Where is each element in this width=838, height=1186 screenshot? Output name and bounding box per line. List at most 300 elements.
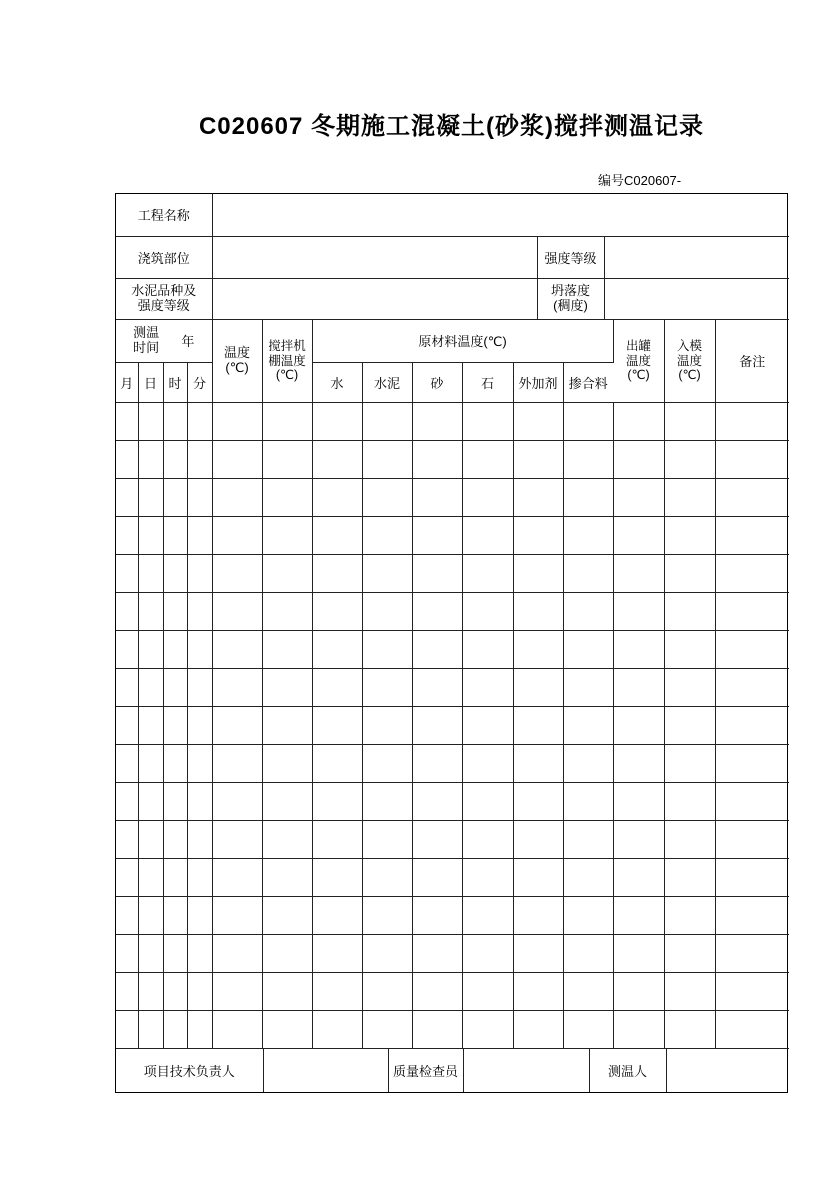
data-cell [412, 897, 462, 935]
data-cell [412, 821, 462, 859]
data-cell [312, 707, 362, 745]
data-cell [262, 707, 312, 745]
data-cell [312, 745, 362, 783]
data-cell [262, 859, 312, 897]
data-cell [116, 897, 138, 935]
data-cell [116, 441, 138, 479]
data-cell [613, 669, 664, 707]
data-cell [715, 403, 789, 441]
data-cell [715, 935, 789, 973]
data-cell [187, 821, 212, 859]
table-row [116, 403, 789, 441]
slump-label: 坍落度 (稠度) [537, 278, 604, 319]
data-cell [362, 441, 412, 479]
data-cell [613, 707, 664, 745]
data-cell [212, 403, 262, 441]
table-row [116, 821, 789, 859]
data-cell [212, 593, 262, 631]
data-cell [312, 973, 362, 1011]
data-cell [715, 1011, 789, 1049]
data-cell [187, 555, 212, 593]
table-row [116, 441, 789, 479]
data-cell [163, 707, 187, 745]
data-cell [563, 1011, 613, 1049]
data-cell [664, 479, 715, 517]
data-cell [163, 441, 187, 479]
table-row [116, 555, 789, 593]
data-cell [212, 479, 262, 517]
data-cell [462, 1011, 513, 1049]
data-cell [138, 973, 163, 1011]
header-row-top [116, 320, 789, 363]
data-cell [262, 631, 312, 669]
data-cell [187, 517, 212, 555]
data-cell [513, 479, 563, 517]
data-cell [613, 783, 664, 821]
data-cell [362, 821, 412, 859]
data-cell [563, 783, 613, 821]
data-cell [312, 403, 362, 441]
data-cell [312, 821, 362, 859]
data-cell [362, 403, 412, 441]
data-cell [613, 441, 664, 479]
data-cell [312, 555, 362, 593]
data-cell [138, 859, 163, 897]
table-row [116, 783, 789, 821]
data-cell [212, 669, 262, 707]
data-cell [362, 783, 412, 821]
table-row [116, 593, 789, 631]
cement-type-row [116, 278, 789, 319]
data-cell [212, 441, 262, 479]
data-cell [312, 859, 362, 897]
table-row [116, 897, 789, 935]
data-cell [613, 517, 664, 555]
data-cell [462, 479, 513, 517]
data-cell [563, 479, 613, 517]
data-cell [412, 707, 462, 745]
measure-time-label: 测温 时间 [133, 324, 160, 355]
data-cell [462, 555, 513, 593]
table-row [116, 631, 789, 669]
table-row [116, 479, 789, 517]
data-cell [664, 935, 715, 973]
hour-header: 时 [163, 363, 187, 403]
data-cell [715, 745, 789, 783]
form-title: C020607 冬期施工混凝土(砂浆)搅拌测温记录 [198, 113, 705, 140]
month-header: 月 [116, 363, 138, 403]
cement-type-label: 水泥品种及 强度等级 [116, 278, 212, 319]
data-cell [462, 669, 513, 707]
data-cell [715, 973, 789, 1011]
discharge-temp-header: 出罐 温度 (℃) [613, 320, 664, 403]
data-cell [613, 631, 664, 669]
data-cell [715, 479, 789, 517]
table-row [116, 859, 789, 897]
data-cell [187, 669, 212, 707]
data-cell [362, 669, 412, 707]
data-cell [613, 973, 664, 1011]
data-cell [613, 403, 664, 441]
data-cell [212, 859, 262, 897]
data-cell [664, 517, 715, 555]
data-cell [715, 897, 789, 935]
data-cell [362, 859, 412, 897]
data-cell [138, 669, 163, 707]
slump-value [604, 278, 789, 319]
data-cell [187, 935, 212, 973]
data-cell [262, 821, 312, 859]
data-cell [138, 745, 163, 783]
sand-header: 砂 [412, 363, 462, 403]
data-cell [664, 593, 715, 631]
data-cell [462, 821, 513, 859]
data-cell [462, 631, 513, 669]
data-cell [138, 897, 163, 935]
data-cell [412, 441, 462, 479]
data-cell [664, 555, 715, 593]
data-cell [613, 555, 664, 593]
data-cell [715, 441, 789, 479]
data-cell [362, 517, 412, 555]
data-cell [362, 593, 412, 631]
data-cell [613, 593, 664, 631]
data-cell [187, 403, 212, 441]
data-cell [262, 517, 312, 555]
data-cell [187, 897, 212, 935]
data-cell [163, 1011, 187, 1049]
data-cell [664, 403, 715, 441]
temperature-header: 温度 (℃) [212, 320, 262, 403]
data-cell [462, 935, 513, 973]
data-cell [513, 935, 563, 973]
data-cell [138, 783, 163, 821]
data-cell [262, 935, 312, 973]
data-cell [163, 859, 187, 897]
data-cell [462, 517, 513, 555]
tech-leader-value [263, 1049, 388, 1092]
data-cell [715, 707, 789, 745]
data-cell [116, 403, 138, 441]
data-cell [664, 707, 715, 745]
temp-recorder-value [666, 1049, 789, 1092]
data-cell [362, 555, 412, 593]
data-cell [163, 479, 187, 517]
data-cell [412, 517, 462, 555]
data-cell [187, 1011, 212, 1049]
data-cell [163, 593, 187, 631]
data-cell [513, 897, 563, 935]
data-cell [362, 1011, 412, 1049]
admixture-header: 外加剂 [513, 363, 563, 403]
data-cell [312, 1011, 362, 1049]
data-cell [563, 517, 613, 555]
data-cell [412, 555, 462, 593]
data-cell [362, 897, 412, 935]
quality-inspector-label: 质量检查员 [388, 1049, 463, 1092]
data-cell [163, 669, 187, 707]
data-cell [312, 631, 362, 669]
data-cell [138, 479, 163, 517]
data-cell [138, 1011, 163, 1049]
data-cell [462, 973, 513, 1011]
data-cell [116, 669, 138, 707]
data-cell [116, 783, 138, 821]
data-cell [613, 821, 664, 859]
strength-grade-value [604, 236, 789, 278]
data-cell [262, 593, 312, 631]
data-cell [563, 745, 613, 783]
mold-temp-header: 入模 温度 (℃) [664, 320, 715, 403]
data-cell [563, 973, 613, 1011]
table-row [116, 1011, 789, 1049]
raw-material-temp-header: 原材料温度(℃) [312, 320, 613, 363]
data-cell [513, 783, 563, 821]
data-cell [163, 973, 187, 1011]
data-cell [563, 669, 613, 707]
data-cell [664, 897, 715, 935]
cement-header: 水泥 [362, 363, 412, 403]
data-cell [262, 973, 312, 1011]
project-name-value [212, 194, 789, 236]
data-cell [163, 935, 187, 973]
doc-number: 编号C020607- [598, 173, 682, 188]
data-cell [116, 821, 138, 859]
day-header: 日 [138, 363, 163, 403]
table-row [116, 935, 789, 973]
data-cell [362, 935, 412, 973]
data-cell [212, 707, 262, 745]
data-cell [462, 403, 513, 441]
year-label: 年 [181, 334, 195, 350]
data-cell [187, 973, 212, 1011]
data-cell [312, 935, 362, 973]
data-cell [262, 403, 312, 441]
record-form [115, 193, 788, 1093]
data-cell [563, 707, 613, 745]
data-cell [262, 1011, 312, 1049]
data-cell [664, 745, 715, 783]
data-cell [138, 593, 163, 631]
data-cell [312, 669, 362, 707]
data-cell [412, 593, 462, 631]
pouring-location-row [116, 236, 789, 278]
data-cell [462, 707, 513, 745]
data-cell [563, 403, 613, 441]
data-cell [664, 783, 715, 821]
data-cell [412, 935, 462, 973]
data-cell [362, 631, 412, 669]
data-cell [563, 441, 613, 479]
data-cell [262, 555, 312, 593]
data-cell [262, 897, 312, 935]
data-cell [513, 593, 563, 631]
pouring-location-value [212, 236, 537, 278]
data-cell [563, 821, 613, 859]
data-cell [116, 859, 138, 897]
data-cell [187, 479, 212, 517]
table-row [116, 973, 789, 1011]
data-cell [187, 631, 212, 669]
data-cell [212, 631, 262, 669]
project-name-label: 工程名称 [116, 194, 212, 236]
strength-grade-label: 强度等级 [537, 236, 604, 278]
tech-leader-label: 项目技术负责人 [116, 1049, 263, 1092]
data-cell [212, 517, 262, 555]
data-cell [513, 403, 563, 441]
data-cell [163, 745, 187, 783]
data-cell [362, 479, 412, 517]
signature-table [116, 1049, 789, 1092]
data-cell [262, 479, 312, 517]
data-cell [187, 783, 212, 821]
data-cell [462, 593, 513, 631]
remark-header: 备注 [715, 320, 789, 403]
data-cell [513, 859, 563, 897]
data-cell [412, 1011, 462, 1049]
data-cell [312, 479, 362, 517]
data-cell [187, 859, 212, 897]
mixer-shed-temp-header: 搅拌机 棚温度 (℃) [262, 320, 312, 403]
data-cell [312, 897, 362, 935]
data-cell [563, 859, 613, 897]
temp-recorder-label: 测温人 [589, 1049, 666, 1092]
data-cell [163, 403, 187, 441]
data-cell [187, 745, 212, 783]
data-cell [412, 745, 462, 783]
data-cell [563, 593, 613, 631]
data-cell [138, 441, 163, 479]
data-cell [138, 935, 163, 973]
data-cell [262, 669, 312, 707]
data-cell [613, 935, 664, 973]
data-cell [715, 555, 789, 593]
data-cell [138, 821, 163, 859]
data-cell [212, 935, 262, 973]
data-cell [513, 669, 563, 707]
data-cell [163, 821, 187, 859]
data-cell [362, 973, 412, 1011]
data-cell [513, 973, 563, 1011]
data-cell [412, 403, 462, 441]
data-cell [212, 745, 262, 783]
data-cell [138, 403, 163, 441]
table-row [116, 707, 789, 745]
data-cell [187, 441, 212, 479]
data-cell [312, 593, 362, 631]
data-cell [513, 631, 563, 669]
data-cell [412, 479, 462, 517]
temperature-record-table [116, 320, 789, 1050]
data-cell [715, 783, 789, 821]
data-cell [715, 821, 789, 859]
data-cell [715, 859, 789, 897]
project-info-table [116, 194, 789, 320]
data-cell [412, 669, 462, 707]
data-cell [664, 859, 715, 897]
data-cell [312, 517, 362, 555]
data-cell [262, 441, 312, 479]
data-cell [563, 631, 613, 669]
data-cell [212, 973, 262, 1011]
data-cell [715, 593, 789, 631]
data-cell [513, 555, 563, 593]
data-cell [412, 631, 462, 669]
data-cell [462, 441, 513, 479]
data-cell [362, 745, 412, 783]
data-cell [312, 441, 362, 479]
data-cell [138, 631, 163, 669]
data-cell [563, 897, 613, 935]
data-cell [163, 555, 187, 593]
data-cell [462, 897, 513, 935]
data-cell [116, 707, 138, 745]
data-cell [563, 935, 613, 973]
data-cell [462, 859, 513, 897]
blend-header: 掺合料 [563, 363, 613, 403]
data-cell [212, 821, 262, 859]
data-cell [138, 707, 163, 745]
quality-inspector-value [463, 1049, 589, 1092]
data-cell [613, 897, 664, 935]
data-cell [664, 973, 715, 1011]
data-cell [513, 1011, 563, 1049]
data-cell [116, 517, 138, 555]
data-cell [664, 669, 715, 707]
data-cell [362, 707, 412, 745]
data-cell [613, 479, 664, 517]
data-cell [138, 517, 163, 555]
data-cell [664, 631, 715, 669]
data-cell [412, 973, 462, 1011]
data-cell [513, 517, 563, 555]
data-cell [138, 555, 163, 593]
minute-header: 分 [187, 363, 212, 403]
data-cell [212, 783, 262, 821]
data-cell [116, 593, 138, 631]
data-cell [116, 631, 138, 669]
table-row [116, 669, 789, 707]
data-cell [116, 973, 138, 1011]
data-cell [462, 745, 513, 783]
data-cell [664, 441, 715, 479]
data-cell [163, 631, 187, 669]
signature-row [116, 1049, 789, 1092]
data-cell [116, 479, 138, 517]
water-header: 水 [312, 363, 362, 403]
data-cell [715, 517, 789, 555]
data-cell [262, 783, 312, 821]
data-cell [664, 821, 715, 859]
data-cell [462, 783, 513, 821]
data-cell [715, 631, 789, 669]
data-cell [116, 935, 138, 973]
data-cell [715, 669, 789, 707]
data-cell [613, 859, 664, 897]
data-cell [664, 1011, 715, 1049]
pouring-location-label: 浇筑部位 [116, 236, 212, 278]
table-row [116, 745, 789, 783]
data-cell [116, 1011, 138, 1049]
measure-time-header [116, 320, 212, 363]
project-name-row [116, 194, 789, 236]
data-cell [187, 707, 212, 745]
data-cell [212, 555, 262, 593]
data-cell [513, 745, 563, 783]
cement-type-value [212, 278, 537, 319]
data-cell [312, 783, 362, 821]
data-cell [116, 745, 138, 783]
